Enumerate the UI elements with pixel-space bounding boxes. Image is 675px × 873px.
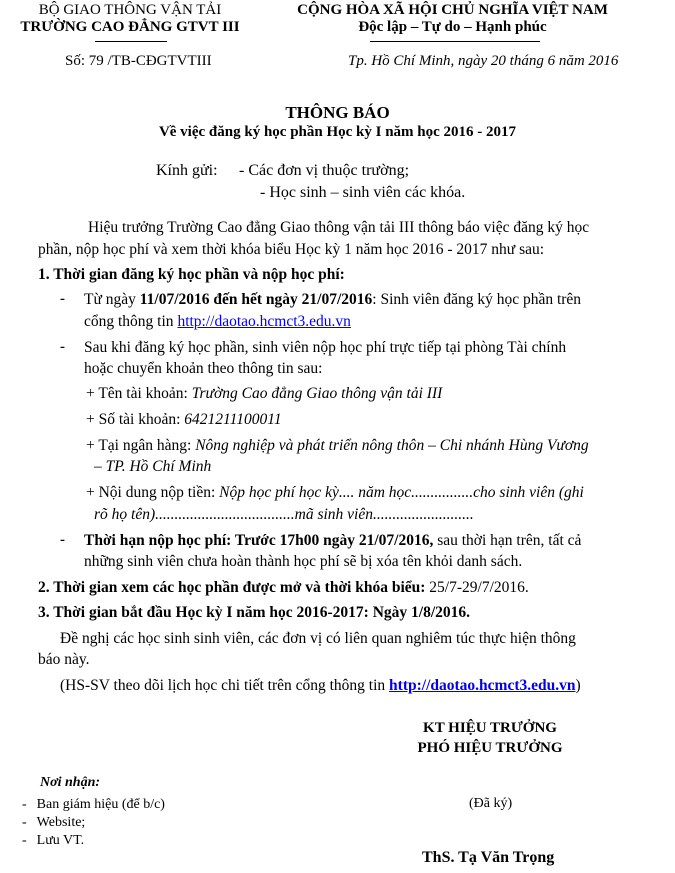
section-3-heading: 3. Thời gian bắt đầu Học kỳ I năm học 2016-2017: Ngày 1/8/2016. <box>38 604 471 621</box>
header-right-rule <box>370 41 540 42</box>
payment-deadline <box>84 532 581 550</box>
section-1-heading: 1. Thời gian đăng ký học phần và nộp học phí: <box>38 266 345 283</box>
note-suffix: ) <box>575 677 581 694</box>
deadline-bold: Thời hạn nộp học phí: Trước 17h00 ngày 21/07/2016, <box>84 532 434 549</box>
bullet-dash: - <box>60 339 65 355</box>
deadline-line-2: những sinh viên chưa hoàn thành học phí sẽ bị xóa tên khỏi danh sách. <box>84 553 523 570</box>
section-2-heading: 2. Thời gian xem các học phần được mở và thời khóa biểu: <box>38 579 426 596</box>
intro-line-1: Hiệu trưởng Trường Cao đẳng Giao thông vận tải III thông báo việc đăng ký học <box>88 219 590 236</box>
distribution-item: - Lưu VT. <box>22 833 85 848</box>
account-name-value: Trường Cao đẳng Giao thông vận tải III <box>191 385 443 402</box>
distribution-item: - Website; <box>22 815 86 830</box>
header-left-rule <box>95 41 167 42</box>
distribution-item: - Ban giám hiệu (để b/c) <box>22 797 165 812</box>
deadline-rest: sau thời hạn trên, tất cả <box>433 532 582 549</box>
distribution-item-text: Ban giám hiệu (để b/c) <box>36 797 165 812</box>
signed-mark: (Đã ký) <box>469 796 513 811</box>
document-title: THÔNG BÁO <box>285 103 390 122</box>
account-name-label: + Tên tài khoản: <box>86 385 192 402</box>
account-number-value: 6421211100011 <box>184 411 282 428</box>
account-number <box>86 411 282 429</box>
closing-line-2: báo này. <box>38 651 90 668</box>
ministry-name: BỘ GIAO THÔNG VẬN TẢI <box>38 2 222 18</box>
document-number: Số: 79 /TB-CĐGTVTIII <box>65 53 212 69</box>
payment-content <box>86 484 584 502</box>
bank-value: Nông nghiệp và phát triển nông thôn – Chi nhánh Hùng Vương <box>195 437 589 454</box>
signature-title-2: PHÓ HIỆU TRƯỞNG <box>417 740 563 756</box>
document-subtitle: Về việc đăng ký học phần Học kỳ I năm học 2016 - 2017 <box>158 124 517 140</box>
intro-line-2: phần, nộp học phí và xem thời khóa biểu Học kỳ 1 năm học 2016 - 2017 như sau: <box>38 241 545 258</box>
account-number-label: + Số tài khoản: <box>86 411 185 428</box>
registration-period <box>84 291 581 309</box>
schedule-note <box>60 677 581 695</box>
signer-name: ThS. Tạ Văn Trọng <box>422 849 555 866</box>
closing-line-1: Đề nghị các học sinh sinh viên, các đơn vị có liên quan nghiêm túc thực hiện thông <box>60 630 576 647</box>
recipient-2: - Học sinh – sinh viên các khóa. <box>260 184 466 201</box>
section-2-value: 25/7-29/7/2016. <box>425 579 529 596</box>
registration-prefix: Từ ngày <box>84 291 140 308</box>
payment-line-1: Sau khi đăng ký học phần, sinh viên nộp học phí trực tiếp tại phòng Tài chính <box>84 339 567 356</box>
section-2 <box>38 579 529 597</box>
place-and-date: Tp. Hồ Chí Minh, ngày 20 tháng 6 năm 2016 <box>348 53 619 69</box>
payment-content-label: + Nội dung nộp tiền: <box>86 484 220 501</box>
signature-title-1: KT HIỆU TRƯỞNG <box>423 720 557 736</box>
bullet-dash: - <box>60 532 65 548</box>
registration-dates: 11/07/2016 đến hết ngày 21/07/2016 <box>139 291 373 308</box>
distribution-label: Nơi nhận: <box>40 775 101 790</box>
note-prefix: (HS-SV theo dõi lịch học chi tiết trên cổng thông tin <box>60 677 390 694</box>
bank-name <box>86 437 589 455</box>
recipients-label: Kính gửi: <box>156 162 218 179</box>
payment-content-line-2: rõ họ tên)....................................mã sinh viên.......................... <box>94 506 474 523</box>
nation-name: CỘNG HÒA XÃ HỘI CHỦ NGHĨA VIỆT NAM <box>297 2 608 18</box>
payment-content-value: Nộp học phí học kỳ.... năm học................cho sinh viên (ghi <box>219 484 584 501</box>
bank-value-line-2: – TP. Hồ Chí Minh <box>94 458 212 475</box>
portal-line <box>84 313 351 331</box>
payment-line-2: hoặc chuyển khoản theo thông tin sau: <box>84 360 323 377</box>
bullet-dash: - <box>60 291 65 307</box>
schedule-portal-link[interactable]: http://daotao.hcmct3.edu.vn <box>389 677 576 694</box>
school-name: TRƯỜNG CAO ĐẲNG GTVT III <box>20 19 240 35</box>
registration-rest: : Sinh viên đăng ký học phần trên <box>372 291 582 308</box>
bank-label: + Tại ngân hàng: <box>86 437 196 454</box>
recipient-1: - Các đơn vị thuộc trường; <box>239 162 410 179</box>
portal-label: cổng thông tin <box>84 313 178 330</box>
portal-link[interactable]: http://daotao.hcmct3.edu.vn <box>177 313 351 330</box>
distribution-item-text: Website; <box>36 815 86 830</box>
account-name <box>86 385 442 403</box>
distribution-item-text: Lưu VT. <box>36 833 85 848</box>
national-motto: Độc lập – Tự do – Hạnh phúc <box>358 19 547 35</box>
